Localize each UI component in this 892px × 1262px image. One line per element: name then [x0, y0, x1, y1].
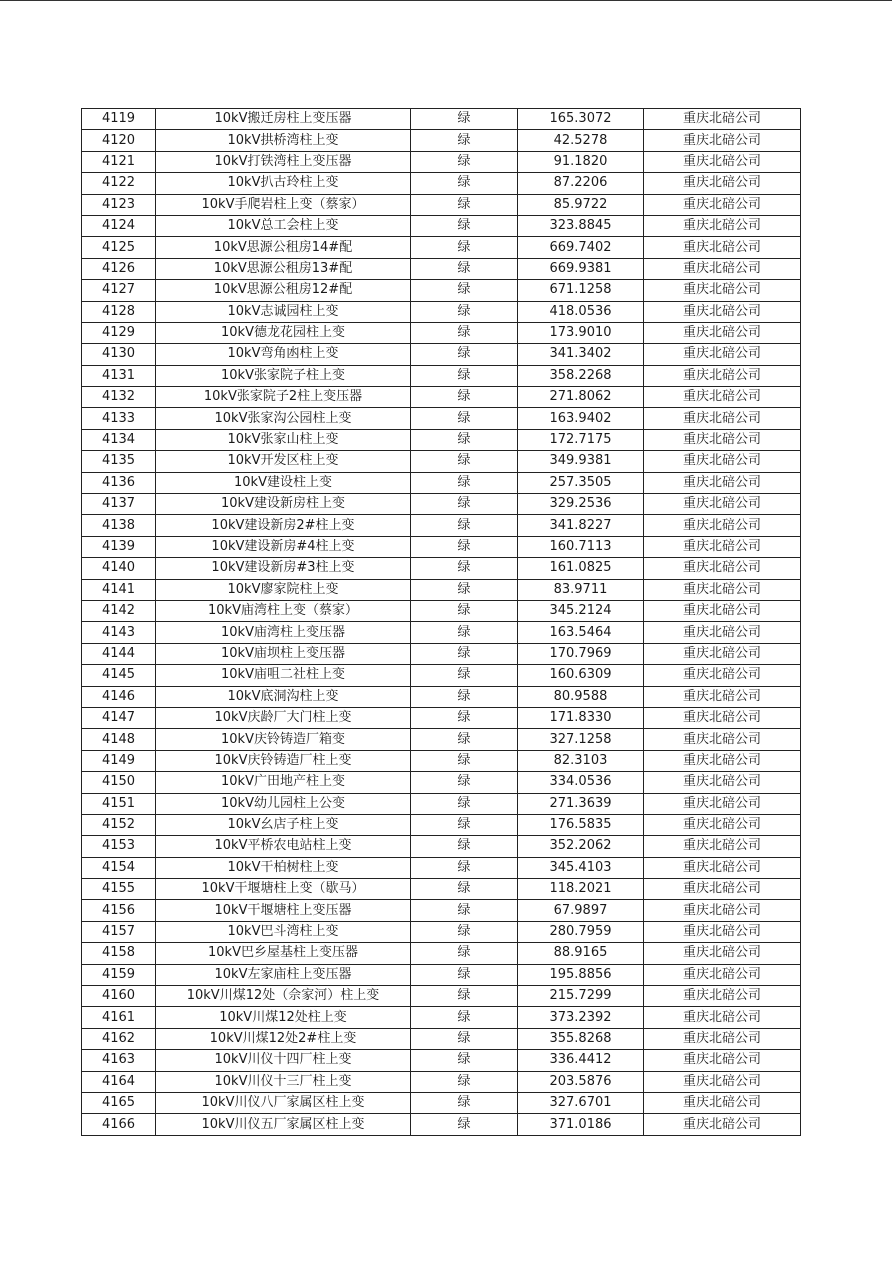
cell-color: 绿	[411, 451, 518, 472]
cell-company: 重庆北碚公司	[644, 1007, 801, 1028]
cell-id: 4159	[82, 964, 156, 985]
table-row	[82, 793, 801, 814]
table-row	[82, 1071, 801, 1092]
cell-color: 绿	[411, 686, 518, 707]
table-row	[82, 986, 801, 1007]
cell-id: 4151	[82, 793, 156, 814]
cell-company: 重庆北碚公司	[644, 1071, 801, 1092]
cell-id: 4160	[82, 986, 156, 1007]
cell-company: 重庆北碚公司	[644, 622, 801, 643]
cell-value: 349.9381	[518, 451, 644, 472]
table-row	[82, 622, 801, 643]
cell-company: 重庆北碚公司	[644, 429, 801, 450]
cell-name: 10kV庆铃铸造厂箱变	[156, 729, 411, 750]
cell-id: 4162	[82, 1028, 156, 1049]
cell-id: 4148	[82, 729, 156, 750]
cell-color: 绿	[411, 643, 518, 664]
table-row	[82, 857, 801, 878]
cell-value: 173.9010	[518, 322, 644, 343]
cell-id: 4154	[82, 857, 156, 878]
cell-id: 4166	[82, 1114, 156, 1135]
table-row	[82, 772, 801, 793]
cell-name: 10kV幺店子柱上变	[156, 814, 411, 835]
cell-company: 重庆北碚公司	[644, 793, 801, 814]
cell-name: 10kV张家沟公园柱上变	[156, 408, 411, 429]
cell-value: 336.4412	[518, 1050, 644, 1071]
table-row	[82, 686, 801, 707]
cell-value: 329.2536	[518, 494, 644, 515]
cell-value: 358.2268	[518, 365, 644, 386]
table-row	[82, 215, 801, 236]
cell-value: 195.8856	[518, 964, 644, 985]
cell-company: 重庆北碚公司	[644, 344, 801, 365]
cell-id: 4150	[82, 772, 156, 793]
table-row	[82, 707, 801, 728]
cell-id: 4152	[82, 814, 156, 835]
cell-name: 10kV建设柱上变	[156, 472, 411, 493]
cell-company: 重庆北碚公司	[644, 109, 801, 130]
cell-company: 重庆北碚公司	[644, 579, 801, 600]
cell-color: 绿	[411, 280, 518, 301]
cell-company: 重庆北碚公司	[644, 451, 801, 472]
cell-value: 163.5464	[518, 622, 644, 643]
cell-id: 4155	[82, 879, 156, 900]
table-row	[82, 665, 801, 686]
cell-name: 10kV张家院子2柱上变压器	[156, 387, 411, 408]
cell-name: 10kV建设新房#3柱上变	[156, 558, 411, 579]
cell-company: 重庆北碚公司	[644, 472, 801, 493]
cell-color: 绿	[411, 387, 518, 408]
cell-company: 重庆北碚公司	[644, 558, 801, 579]
cell-color: 绿	[411, 237, 518, 258]
cell-value: 88.9165	[518, 943, 644, 964]
cell-value: 327.1258	[518, 729, 644, 750]
cell-name: 10kV庙湾柱上变（蔡家）	[156, 600, 411, 621]
cell-value: 163.9402	[518, 408, 644, 429]
cell-color: 绿	[411, 515, 518, 536]
cell-name: 10kV广田地产柱上变	[156, 772, 411, 793]
cell-id: 4124	[82, 215, 156, 236]
cell-company: 重庆北碚公司	[644, 215, 801, 236]
cell-value: 257.3505	[518, 472, 644, 493]
cell-id: 4164	[82, 1071, 156, 1092]
cell-id: 4136	[82, 472, 156, 493]
cell-name: 10kV张家院子柱上变	[156, 365, 411, 386]
cell-color: 绿	[411, 1007, 518, 1028]
cell-name: 10kV庆铃铸造厂柱上变	[156, 750, 411, 771]
cell-name: 10kV幼儿园柱上公变	[156, 793, 411, 814]
cell-value: 671.1258	[518, 280, 644, 301]
cell-value: 87.2206	[518, 173, 644, 194]
cell-value: 371.0186	[518, 1114, 644, 1135]
cell-color: 绿	[411, 301, 518, 322]
cell-id: 4156	[82, 900, 156, 921]
cell-name: 10kV思源公租房13#配	[156, 258, 411, 279]
cell-company: 重庆北碚公司	[644, 964, 801, 985]
cell-value: 172.7175	[518, 429, 644, 450]
cell-color: 绿	[411, 750, 518, 771]
cell-company: 重庆北碚公司	[644, 1050, 801, 1071]
cell-company: 重庆北碚公司	[644, 1028, 801, 1049]
cell-name: 10kV庙咀二社柱上变	[156, 665, 411, 686]
cell-value: 67.9897	[518, 900, 644, 921]
cell-id: 4128	[82, 301, 156, 322]
cell-value: 327.6701	[518, 1092, 644, 1113]
transformer-table	[81, 108, 801, 1136]
table-row	[82, 408, 801, 429]
cell-color: 绿	[411, 1028, 518, 1049]
cell-color: 绿	[411, 900, 518, 921]
table-row	[82, 964, 801, 985]
table-row	[82, 451, 801, 472]
cell-id: 4140	[82, 558, 156, 579]
cell-company: 重庆北碚公司	[644, 686, 801, 707]
cell-color: 绿	[411, 879, 518, 900]
table-row	[82, 836, 801, 857]
cell-id: 4123	[82, 194, 156, 215]
table-row	[82, 344, 801, 365]
cell-company: 重庆北碚公司	[644, 194, 801, 215]
cell-value: 176.5835	[518, 814, 644, 835]
cell-name: 10kV德龙花园柱上变	[156, 322, 411, 343]
cell-name: 10kV左家庙柱上变压器	[156, 964, 411, 985]
cell-id: 4122	[82, 173, 156, 194]
cell-color: 绿	[411, 943, 518, 964]
cell-color: 绿	[411, 536, 518, 557]
cell-id: 4153	[82, 836, 156, 857]
cell-color: 绿	[411, 365, 518, 386]
cell-id: 4121	[82, 151, 156, 172]
cell-color: 绿	[411, 194, 518, 215]
cell-value: 215.7299	[518, 986, 644, 1007]
cell-id: 4119	[82, 109, 156, 130]
cell-name: 10kV庙坝柱上变压器	[156, 643, 411, 664]
cell-name: 10kV思源公租房14#配	[156, 237, 411, 258]
table-row	[82, 729, 801, 750]
cell-color: 绿	[411, 857, 518, 878]
cell-id: 4129	[82, 322, 156, 343]
cell-value: 82.3103	[518, 750, 644, 771]
cell-id: 4120	[82, 130, 156, 151]
cell-company: 重庆北碚公司	[644, 1114, 801, 1135]
cell-name: 10kV拱桥湾柱上变	[156, 130, 411, 151]
cell-id: 4134	[82, 429, 156, 450]
table-row	[82, 151, 801, 172]
cell-color: 绿	[411, 814, 518, 835]
cell-company: 重庆北碚公司	[644, 729, 801, 750]
cell-name: 10kV廖家院柱上变	[156, 579, 411, 600]
cell-color: 绿	[411, 986, 518, 1007]
cell-name: 10kV平桥农电站柱上变	[156, 836, 411, 857]
cell-id: 4161	[82, 1007, 156, 1028]
cell-value: 42.5278	[518, 130, 644, 151]
cell-id: 4143	[82, 622, 156, 643]
cell-color: 绿	[411, 151, 518, 172]
cell-value: 341.3402	[518, 344, 644, 365]
table-row	[82, 1007, 801, 1028]
cell-name: 10kV庆龄厂大门柱上变	[156, 707, 411, 728]
table-row	[82, 921, 801, 942]
page-top-rule	[0, 0, 892, 1]
cell-color: 绿	[411, 258, 518, 279]
cell-name: 10kV川仪八厂家属区柱上变	[156, 1092, 411, 1113]
cell-company: 重庆北碚公司	[644, 387, 801, 408]
cell-color: 绿	[411, 921, 518, 942]
cell-color: 绿	[411, 173, 518, 194]
cell-value: 271.8062	[518, 387, 644, 408]
cell-name: 10kV建设新房#4柱上变	[156, 536, 411, 557]
cell-color: 绿	[411, 707, 518, 728]
cell-id: 4147	[82, 707, 156, 728]
cell-id: 4133	[82, 408, 156, 429]
cell-value: 280.7959	[518, 921, 644, 942]
table-row	[82, 237, 801, 258]
cell-company: 重庆北碚公司	[644, 772, 801, 793]
cell-company: 重庆北碚公司	[644, 836, 801, 857]
cell-color: 绿	[411, 558, 518, 579]
cell-company: 重庆北碚公司	[644, 536, 801, 557]
table-row	[82, 1050, 801, 1071]
cell-company: 重庆北碚公司	[644, 280, 801, 301]
cell-value: 669.9381	[518, 258, 644, 279]
table-row	[82, 322, 801, 343]
table-row	[82, 1114, 801, 1135]
cell-value: 355.8268	[518, 1028, 644, 1049]
cell-company: 重庆北碚公司	[644, 750, 801, 771]
cell-company: 重庆北碚公司	[644, 900, 801, 921]
cell-name: 10kV干柏树柱上变	[156, 857, 411, 878]
cell-company: 重庆北碚公司	[644, 879, 801, 900]
cell-company: 重庆北碚公司	[644, 237, 801, 258]
cell-color: 绿	[411, 494, 518, 515]
cell-id: 4157	[82, 921, 156, 942]
cell-id: 4144	[82, 643, 156, 664]
cell-name: 10kV川仪十三厂柱上变	[156, 1071, 411, 1092]
table-row	[82, 600, 801, 621]
cell-id: 4142	[82, 600, 156, 621]
cell-name: 10kV巴乡屋基柱上变压器	[156, 943, 411, 964]
cell-value: 161.0825	[518, 558, 644, 579]
cell-name: 10kV川煤12处柱上变	[156, 1007, 411, 1028]
cell-color: 绿	[411, 429, 518, 450]
cell-id: 4137	[82, 494, 156, 515]
table-row	[82, 472, 801, 493]
cell-company: 重庆北碚公司	[644, 151, 801, 172]
cell-name: 10kV干堰塘柱上变（歇马）	[156, 879, 411, 900]
cell-color: 绿	[411, 109, 518, 130]
cell-value: 118.2021	[518, 879, 644, 900]
cell-value: 160.7113	[518, 536, 644, 557]
cell-id: 4131	[82, 365, 156, 386]
cell-company: 重庆北碚公司	[644, 322, 801, 343]
table-row	[82, 515, 801, 536]
cell-id: 4125	[82, 237, 156, 258]
cell-name: 10kV底洞沟柱上变	[156, 686, 411, 707]
table-row	[82, 943, 801, 964]
table-row	[82, 1092, 801, 1113]
cell-name: 10kV庙湾柱上变压器	[156, 622, 411, 643]
cell-value: 373.2392	[518, 1007, 644, 1028]
cell-name: 10kV建设新房柱上变	[156, 494, 411, 515]
cell-company: 重庆北碚公司	[644, 857, 801, 878]
cell-id: 4130	[82, 344, 156, 365]
table-row	[82, 750, 801, 771]
table-row	[82, 579, 801, 600]
cell-id: 4126	[82, 258, 156, 279]
cell-id: 4127	[82, 280, 156, 301]
table-body	[82, 109, 801, 1136]
table-row	[82, 130, 801, 151]
cell-color: 绿	[411, 579, 518, 600]
cell-color: 绿	[411, 1092, 518, 1113]
cell-color: 绿	[411, 836, 518, 857]
cell-value: 345.2124	[518, 600, 644, 621]
cell-color: 绿	[411, 1114, 518, 1135]
cell-color: 绿	[411, 472, 518, 493]
table-row	[82, 365, 801, 386]
cell-company: 重庆北碚公司	[644, 408, 801, 429]
cell-color: 绿	[411, 600, 518, 621]
table-row	[82, 109, 801, 130]
table-row	[82, 173, 801, 194]
cell-company: 重庆北碚公司	[644, 943, 801, 964]
cell-name: 10kV手爬岩柱上变（蔡家）	[156, 194, 411, 215]
cell-color: 绿	[411, 215, 518, 236]
cell-company: 重庆北碚公司	[644, 600, 801, 621]
cell-name: 10kV搬迁房柱上变压器	[156, 109, 411, 130]
cell-name: 10kV打铁湾柱上变压器	[156, 151, 411, 172]
cell-id: 4149	[82, 750, 156, 771]
cell-name: 10kV总工会柱上变	[156, 215, 411, 236]
cell-company: 重庆北碚公司	[644, 173, 801, 194]
cell-value: 669.7402	[518, 237, 644, 258]
cell-color: 绿	[411, 622, 518, 643]
cell-company: 重庆北碚公司	[644, 130, 801, 151]
cell-value: 334.0536	[518, 772, 644, 793]
cell-value: 171.8330	[518, 707, 644, 728]
cell-name: 10kV川仪十四厂柱上变	[156, 1050, 411, 1071]
cell-id: 4146	[82, 686, 156, 707]
table-row	[82, 558, 801, 579]
cell-name: 10kV扒古玲柱上变	[156, 173, 411, 194]
cell-company: 重庆北碚公司	[644, 365, 801, 386]
cell-id: 4138	[82, 515, 156, 536]
table-row	[82, 494, 801, 515]
cell-company: 重庆北碚公司	[644, 1092, 801, 1113]
cell-id: 4135	[82, 451, 156, 472]
cell-id: 4139	[82, 536, 156, 557]
cell-name: 10kV志诚园柱上变	[156, 301, 411, 322]
cell-value: 91.1820	[518, 151, 644, 172]
cell-color: 绿	[411, 322, 518, 343]
table-row	[82, 814, 801, 835]
cell-company: 重庆北碚公司	[644, 986, 801, 1007]
cell-company: 重庆北碚公司	[644, 665, 801, 686]
cell-color: 绿	[411, 130, 518, 151]
cell-name: 10kV川煤12处2#柱上变	[156, 1028, 411, 1049]
cell-company: 重庆北碚公司	[644, 643, 801, 664]
cell-value: 160.6309	[518, 665, 644, 686]
cell-name: 10kV建设新房2#柱上变	[156, 515, 411, 536]
cell-value: 345.4103	[518, 857, 644, 878]
cell-color: 绿	[411, 344, 518, 365]
table-row	[82, 258, 801, 279]
cell-value: 203.5876	[518, 1071, 644, 1092]
table-row	[82, 879, 801, 900]
cell-value: 323.8845	[518, 215, 644, 236]
cell-name: 10kV干堰塘柱上变压器	[156, 900, 411, 921]
cell-company: 重庆北碚公司	[644, 814, 801, 835]
table-row	[82, 280, 801, 301]
table-row	[82, 387, 801, 408]
cell-id: 4145	[82, 665, 156, 686]
cell-value: 271.3639	[518, 793, 644, 814]
cell-color: 绿	[411, 1050, 518, 1071]
table-row	[82, 194, 801, 215]
cell-value: 165.3072	[518, 109, 644, 130]
cell-company: 重庆北碚公司	[644, 301, 801, 322]
cell-name: 10kV川仪五厂家属区柱上变	[156, 1114, 411, 1135]
cell-name: 10kV开发区柱上变	[156, 451, 411, 472]
cell-color: 绿	[411, 772, 518, 793]
table-row	[82, 301, 801, 322]
table-row	[82, 429, 801, 450]
cell-value: 352.2062	[518, 836, 644, 857]
cell-value: 80.9588	[518, 686, 644, 707]
table-row	[82, 1028, 801, 1049]
cell-id: 4163	[82, 1050, 156, 1071]
cell-name: 10kV张家山柱上变	[156, 429, 411, 450]
cell-color: 绿	[411, 665, 518, 686]
cell-company: 重庆北碚公司	[644, 494, 801, 515]
cell-company: 重庆北碚公司	[644, 258, 801, 279]
cell-name: 10kV思源公租房12#配	[156, 280, 411, 301]
cell-color: 绿	[411, 1071, 518, 1092]
cell-color: 绿	[411, 793, 518, 814]
cell-name: 10kV川煤12处（佘家河）柱上变	[156, 986, 411, 1007]
cell-id: 4141	[82, 579, 156, 600]
cell-color: 绿	[411, 408, 518, 429]
cell-company: 重庆北碚公司	[644, 707, 801, 728]
cell-name: 10kV巴斗湾柱上变	[156, 921, 411, 942]
cell-color: 绿	[411, 964, 518, 985]
cell-company: 重庆北碚公司	[644, 515, 801, 536]
cell-value: 341.8227	[518, 515, 644, 536]
cell-value: 418.0536	[518, 301, 644, 322]
table-row	[82, 900, 801, 921]
cell-value: 170.7969	[518, 643, 644, 664]
cell-id: 4132	[82, 387, 156, 408]
table-row	[82, 536, 801, 557]
cell-value: 85.9722	[518, 194, 644, 215]
cell-company: 重庆北碚公司	[644, 921, 801, 942]
table-row	[82, 643, 801, 664]
cell-id: 4165	[82, 1092, 156, 1113]
cell-color: 绿	[411, 729, 518, 750]
cell-value: 83.9711	[518, 579, 644, 600]
cell-name: 10kV弯角凼柱上变	[156, 344, 411, 365]
cell-id: 4158	[82, 943, 156, 964]
